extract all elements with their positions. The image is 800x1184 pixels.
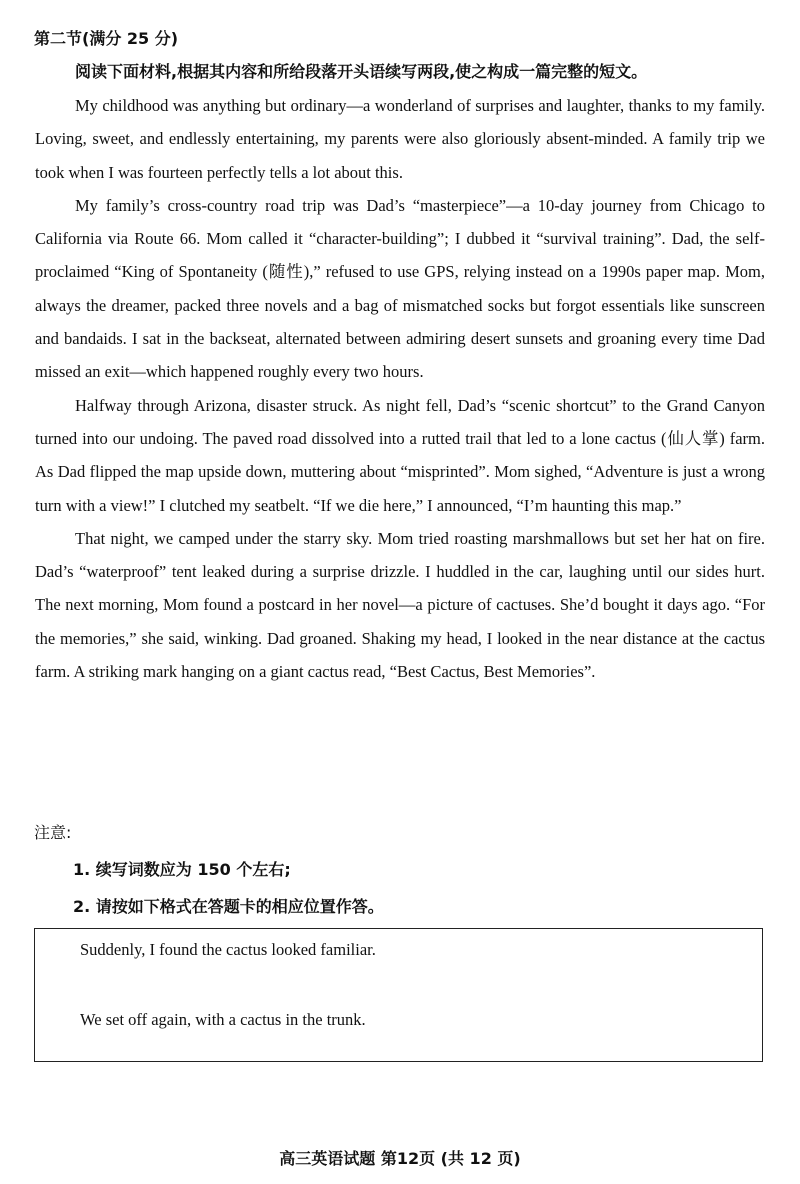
note-word-count: 1. 续写词数应为 150 个左右; — [73, 860, 291, 879]
answer-format-box — [34, 928, 763, 1062]
paragraph-opener-1: Suddenly, I found the cactus looked familiar. — [80, 940, 376, 959]
passage-paragraph-3: Halfway through Arizona, disaster struck. As night fell, Dad’s “scenic shortcut” to the Grand Canyon turned into our undoing. The paved road dissolved into a rutted trail that led to a lone cactus (仙人掌) farm. As Dad flipped the map upside down, muttering about “misprinted”. Mom sighed, “Adventure is just a wrong turn with a view!” I clutched my seatbelt. “If we die here,” I announced, “I’m haunting this map.” — [35, 395, 765, 515]
notes-label: 注意: — [34, 823, 72, 842]
task-instruction: 阅读下面材料,根据其内容和所给段落开头语续写两段,使之构成一篇完整的短文。 — [75, 62, 648, 81]
paragraph-opener-2: We set off again, with a cactus in the trunk. — [80, 1010, 366, 1029]
section-title: 第二节(满分 25 分) — [34, 29, 179, 48]
passage-paragraph-4: That night, we camped under the starry sky. Mom tried roasting marshmallows but set her hat on fire. Dad’s “waterproof” tent leaked during a surprise drizzle. I huddled in the car, laughing until our sides hurt. The next morning, Mom found a postcard in her novel—a picture of cactuses. She’d bought it days ago. “For the memories,” she said, winking. Dad groaned. Shaking my head, I looked in the near distance at the cactus farm. A striking mark hanging on a giant cactus read, “Best Cactus, Best Memories”. — [35, 528, 765, 682]
note-answer-format: 2. 请按如下格式在答题卡的相应位置作答。 — [73, 897, 384, 916]
passage-paragraph-2: My family’s cross-country road trip was Dad’s “masterpiece”—a 10-day journey from Chicago to California via Route 66. Mom called it “character-building”; I dubbed it “survival training”. Dad, the self-proclaimed “King of Spontaneity (随性),” refused to use GPS, relying instead on a 1990s paper map. Mom, always the dreamer, packed three novels and a bag of mismatched socks but forgot essentials like sunscreen and bandaids. I sat in the backseat, alternated between admiring desert sunsets and groaning every time Dad missed an exit—which happened roughly every two hours. — [35, 195, 765, 382]
page-footer: 高三英语试题 第12页 (共 12 页) — [279, 1149, 521, 1168]
passage-paragraph-1: My childhood was anything but ordinary—a wonderland of surprises and laughter, thanks to my family. Loving, sweet, and endlessly entertaining, my parents were also gloriously absent-minded. A family trip we took when I was fourteen perfectly tells a lot about this. — [35, 96, 765, 182]
reading-passage — [35, 89, 765, 688]
